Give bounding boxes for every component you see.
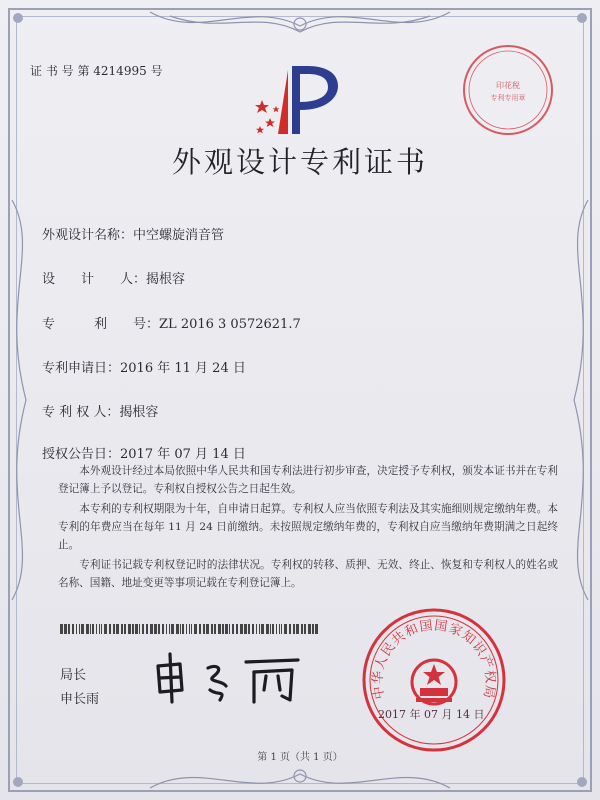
field-grant-date: 授权公告日：2017 年 07 月 14 日 <box>42 447 246 462</box>
signatory-role: 局长 <box>60 668 87 683</box>
page-footer: 第 1 页（共 1 页） <box>257 752 343 763</box>
tax-stamp-icon <box>458 40 558 140</box>
paragraph-register: 专利证书记载专利权登记时的法律状况。专利权的转移、质押、无效、终止、恢复和专利权人的姓名或名称、国籍、地址变更等事项记载在专利登记簿上。 <box>58 559 558 589</box>
field-designer: 设 计 人：揭根容 <box>42 272 186 287</box>
field-patent-number: 专 利 号：ZL 2016 3 0572621.7 <box>42 317 301 332</box>
sipo-logo-icon <box>248 60 348 140</box>
paragraph-grant: 本外观设计经过本局依照中华人民共和国专利法进行初步审查，决定授予专利权，颁发本证书并在专利登记簿上予以登记。专利权自授权公告之日起生效。 <box>58 465 558 495</box>
seal-date: 2017 年 07 月 14 日 <box>378 708 485 721</box>
signature-icon <box>150 650 310 706</box>
field-filing-date: 专利申请日：2016 年 11 月 24 日 <box>42 361 246 376</box>
certificate-number: 证 书 号 第 4214995 号 <box>30 64 163 78</box>
certificate-title: 外观设计专利证书 <box>171 145 428 179</box>
svg-text:中华人民共和国国家知识产权局: 中华人民共和国国家知识产权局 <box>370 618 498 701</box>
svg-text:专利专用章: 专利专用章 <box>490 94 526 102</box>
field-design-name: 外观设计名称：中空螺旋消音管 <box>42 228 225 243</box>
paragraph-term: 本专利的专利权期限为十年，自申请日起算。专利权人应当依照专利法及其实施细则规定缴纳年费。本专利的年费应当在每年 11 月 24 日前缴纳。未按照规定缴纳年费的，专利权自应当缴纳年费期满之日起终止。 <box>58 503 558 551</box>
field-patentee: 专 利 权 人：揭根容 <box>42 405 159 420</box>
national-emblem-seal-icon <box>360 606 508 754</box>
barcode-icon <box>60 624 320 634</box>
signatory-name: 申长雨 <box>60 692 100 707</box>
svg-text:印花税: 印花税 <box>496 81 520 90</box>
